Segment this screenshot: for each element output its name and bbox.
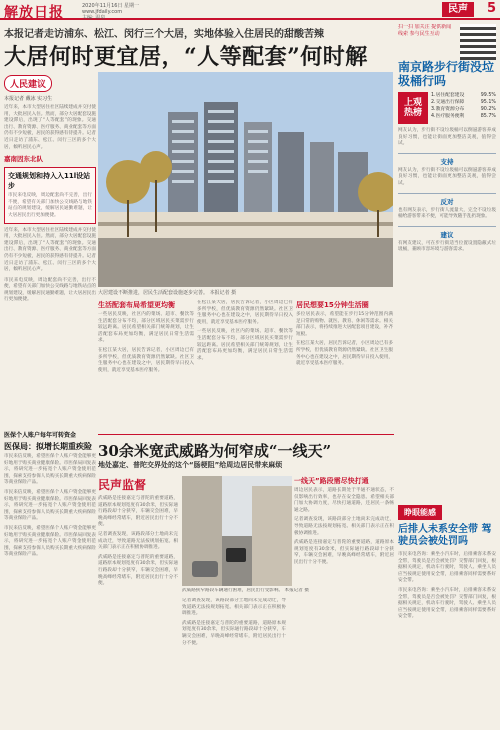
masthead-meta bbox=[82, 3, 139, 21]
left-byline: 本报记者 戴冰 实习生 bbox=[4, 96, 53, 102]
mid-col1-text-2: 在松江某大居，居民告诉记者，小区周边已有多所学校，但优质教育资源仍然紧缺。社区卫生服务中心也在建设之中，居民期待早日投入使用，就近享受基本医疗服务。 bbox=[98, 347, 194, 373]
support-heading: 支持 bbox=[398, 153, 496, 166]
bottom-col2-text: 武威路是连接嘉定与普陀的重要道路，道路原本规划宽度有30余米，但实际通行路段却十分狭窄，车辆交会困难，早晚高峰经常堵车，附近居民出行十分不便。 bbox=[98, 496, 178, 528]
mid-col3-title: 居民想要15分钟生活圈 bbox=[296, 301, 369, 309]
section-tag: 民声 bbox=[442, 2, 474, 17]
left-column bbox=[4, 72, 96, 422]
report-tag: 睁眼能感 bbox=[398, 505, 442, 520]
mid-column-1 bbox=[98, 300, 194, 430]
transit-sidebox bbox=[4, 167, 96, 223]
bottom-right-column bbox=[398, 500, 496, 726]
seatbelt-text-2: 市民来电咨询：乘坐小汽车时，后排乘客未系安全带，驾驶员是否会被处罚？交警部门回复，根据相关规定，机动车行驶时，驾驶人、乘坐人员应当按规定使用安全带，后排乘客同样需要系好安全带。 bbox=[398, 587, 496, 620]
hot-list-item: 1.居住配套建设 99.5% bbox=[431, 93, 496, 98]
left-body: 近年来，本市大型居住社区陆续建成并交付使用，大批居民入住。然而，部分大居配套设施建设滞后，出现了“人等配套”的现象。交通出行、教育资源、医疗服务、商业配套等方面仍有不少短板，居民的获得感有待提升。记者近日走访了浦东、松江、闵行三区的多个大居，倾听居民心声。 bbox=[4, 105, 96, 150]
insurance-text-2: 市民来信反映，希望医保个人账户资金能够更好地用于购买商业健康保险。市医保局回复表示，将研究进一步拓宽个人账户资金使用范围，探索支持参保人员购买长期重大疾病保险等商业保险产品。 bbox=[4, 489, 96, 522]
bottom-subhead: 地处嘉定、普陀交界处的这个“肠梗阻”给周边居民带来麻烦 bbox=[98, 461, 283, 469]
support-text: 网友认为，步行街不设垃圾桶可以倒逼游客养成良好习惯，也能让街面更加整洁美观，值得尝试。 bbox=[398, 167, 496, 186]
bottom-column-3 bbox=[182, 598, 286, 726]
oppose-text: 也有网友表示，步行街人流量大，完全不设垃圾桶给游客带来不便，可能导致随手乱扔现象。 bbox=[398, 207, 496, 220]
right-intro: 网友认为，步行街不设垃圾桶可以倒逼游客养成良好习惯，也能让街面更加整洁美观，值得尝试。 bbox=[398, 128, 496, 147]
page-number: 5 bbox=[486, 1, 496, 16]
left-body-continued: 近年来，本市大型居住社区陆续建成并交付使用，大批居民入住。然而，部分大居配套设施建设滞后，出现了“人等配套”的现象。交通出行、教育资源、医疗服务、商业配套等方面仍有不少短板，居民的获得感有待提升。记者近日走访了浦东、松江、闵行三区的多个大居，倾听居民心声。 bbox=[4, 227, 96, 273]
transit-sidebox-text: 市民来电反映，周边配套尚不完善，出行不便，希望有关部门加快公交线路与地铁站点的规划建设，缓解居民通勤难题，让大居居民出行更加便捷。 bbox=[8, 193, 92, 218]
seatbelt-headline: 后排人未系安全带 驾驶员会被处罚吗 bbox=[398, 524, 492, 547]
bottom-col4-text-2: 记者调查发现，该路段部分土地尚未完成动迁，导致道路无法按规划拓宽。相关部门表示正在积极协调推进。 bbox=[294, 517, 394, 536]
hot-list-box bbox=[398, 92, 496, 124]
right-headline: 南京路步行街没垃圾桶行吗 bbox=[398, 60, 495, 88]
bottom-column-2 bbox=[98, 476, 178, 726]
left-subhead: 嘉南因东北队 bbox=[4, 155, 43, 164]
mid-column-3 bbox=[296, 300, 393, 430]
masthead bbox=[0, 0, 500, 20]
hot-list-item: 4.医疗服务便利 85.7% bbox=[431, 114, 496, 119]
hot-list-item: 2.交通出行保障 95.1% bbox=[431, 100, 496, 105]
bottom-col4-text-3: 武威路是连接嘉定与普陀的重要道路，道路原本规划宽度有30余米，但实际通行路段却十分狭窄，车辆交会困难，早晚高峰经常堵车，附近居民出行十分不便。 bbox=[294, 540, 394, 565]
issue-date: 2020年11月16日 星期一 bbox=[82, 3, 140, 9]
insurance-text: 市民来信反映，希望医保个人账户资金能够更好地用于购买商业健康保险。市医保局回复表示，将研究进一步拓宽个人账户资金使用范围，探索支持参保人员购买长期重大疾病保险等商业保险产品。 bbox=[4, 454, 96, 486]
photo-caption: 大居建设不断推进，居民生活配套设施逐步完善。 本报记者 摄 bbox=[98, 290, 237, 296]
bottom-col4-text: 周边居民表示，道路长期处于半通不通状态，不仅影响出行效率，也存在安全隐患。希望相关部门加大协调力度，尽快打通道路，还居民一条畅通之路。 bbox=[294, 488, 394, 513]
suggest-text: 有网友建议，可在步行街适当位置设置隐蔽式垃圾桶，兼顾市容环境与游客需求。 bbox=[398, 240, 496, 253]
oppose-heading: 反对 bbox=[398, 193, 496, 206]
seatbelt-text: 市民来电咨询：乘坐小汽车时，后排乘客未系安全带，驾驶员是否会被处罚？交警部门回复，根据相关规定，机动车行驶时，驾驶人、乘坐人员应当按规定使用安全带，后排乘客同样需要系好安全带。 bbox=[398, 552, 496, 584]
website: www.jfdaily.com bbox=[82, 9, 123, 15]
mid-col1-text: 一些居民反映，社区内的菜场、超市、餐饮等生活配套分布不均，部分区域居民买菜需步行较远距离。居民希望相关部门统筹规划，让生活配套布局更加均衡，满足居民日常生活需求。 bbox=[98, 312, 194, 344]
mid-col3-text: 多位居民表示，希望能在步行15分钟范围内满足日常的购物、就医、教育、休闲等需求。相关部门表示，将持续推进大居配套项目建设，补齐短板。 bbox=[296, 312, 393, 337]
lead-kicker: 本报记者走访浦东、松江、闵行三个大居，实地体验入住居民的甜酸苦辣 bbox=[4, 29, 324, 40]
bottom-col2-text-3: 武威路是连接嘉定与普陀的重要道路，道路原本规划宽度有30余米，但实际通行路段却十分狭窄，车辆交会困难，早晚高峰经常堵车，附近居民出行十分不便。 bbox=[98, 554, 178, 587]
lead-headline: 大居何时更宜居，“人等配套”何时解 bbox=[4, 44, 368, 70]
people-suggestion-badge: 人民建议 bbox=[4, 75, 52, 92]
mid-col2-text: 在松江某大居，居民告诉记者，小区周边已有多所学校，但优质教育资源仍然紧缺。社区卫生服务中心也在建设之中，居民期待早日投入使用，就近享受基本医疗服务。 bbox=[197, 300, 293, 325]
bottom-col3-text: 记者调查发现，该路段部分土地尚未完成动迁，导致道路无法按规划拓宽。相关部门表示正在积极协调推进。 bbox=[182, 598, 286, 617]
right-column bbox=[398, 24, 496, 494]
insurance-subhead: 医保个人账户每年可转资金 bbox=[4, 432, 77, 439]
insurance-title: 医保局：拟增长期重疾险 bbox=[4, 442, 92, 451]
hot-list-item: 3.教育资源分布 90.2% bbox=[431, 107, 496, 112]
qr-code-icon bbox=[460, 24, 496, 60]
bottom-column-4 bbox=[294, 476, 394, 726]
mid-col2-text-2: 一些居民反映，社区内的菜场、超市、餐饮等生活配套分布不均，部分区域居民买菜需步行较远距离。居民希望相关部门统筹规划，让生活配套布局更加均衡，满足居民日常生活需求。 bbox=[197, 329, 293, 361]
road-photo bbox=[182, 476, 292, 586]
transit-sidebox-title: 交通规划和持入入11l设站步 bbox=[8, 172, 91, 191]
mid-column-2 bbox=[197, 300, 293, 430]
mid-col3-text-2: 在松江某大居，居民告诉记者，小区周边已有多所学校，但优质教育资源仍然紧缺。社区卫生服务中心也在建设之中，居民期待早日投入使用，就近享受基本医疗服务。 bbox=[296, 341, 393, 367]
bottom-headline: 30余米宽武威路为何窄成“一线天” bbox=[98, 442, 332, 460]
newspaper-logo: 解放日报 bbox=[4, 5, 64, 21]
bottom-col3-text-2: 武威路是连接嘉定与普陀的重要道路，道路原本规划宽度有30余米，但实际通行路段却十分狭窄，车辆交会困难，早晚高峰经常堵车，附近居民出行十分不便。 bbox=[182, 620, 286, 646]
insurance-text-3: 市民来信反映，希望医保个人账户资金能够更好地用于购买商业健康保险。市医保局回复表示，将研究进一步拓宽个人账户资金使用范围，探索支持参保人员购买长期重大疾病保险等商业保险产品。 bbox=[4, 525, 96, 558]
watchdog-logo: 民声监督 bbox=[98, 478, 147, 492]
hot-list bbox=[428, 92, 496, 124]
road-photo-caption: 武威路狭窄路段车辆通行困难，居民出行受影响。 本报记者 摄 bbox=[182, 588, 309, 593]
bottom-col4-title: 一线天”路段需尽快打通 bbox=[294, 477, 369, 485]
hot-list-tag: 上观热榜 bbox=[398, 92, 428, 124]
suggest-heading: 建议 bbox=[398, 226, 496, 239]
residential-compound-photo bbox=[98, 72, 393, 287]
mid-col1-title: 生活配套布局希望更均衡 bbox=[98, 301, 175, 309]
qr-text: 扫一扫 加关注 提供新闻线索 参与民生互动 bbox=[398, 24, 452, 37]
editor: 主编: 温泉 bbox=[82, 15, 106, 21]
section-divider bbox=[98, 434, 394, 435]
left-body-continued-2: 市民来电反映，周边配套尚不完善，出行不便，希望有关部门加快公交线路与地铁站点的规划建设，缓解居民通勤难题，让大居居民出行更加便捷。 bbox=[4, 277, 96, 303]
bottom-col2-text-2: 记者调查发现，该路段部分土地尚未完成动迁，导致道路无法按规划拓宽。相关部门表示正在积极协调推进。 bbox=[98, 531, 178, 551]
bottom-left-column bbox=[4, 430, 96, 726]
